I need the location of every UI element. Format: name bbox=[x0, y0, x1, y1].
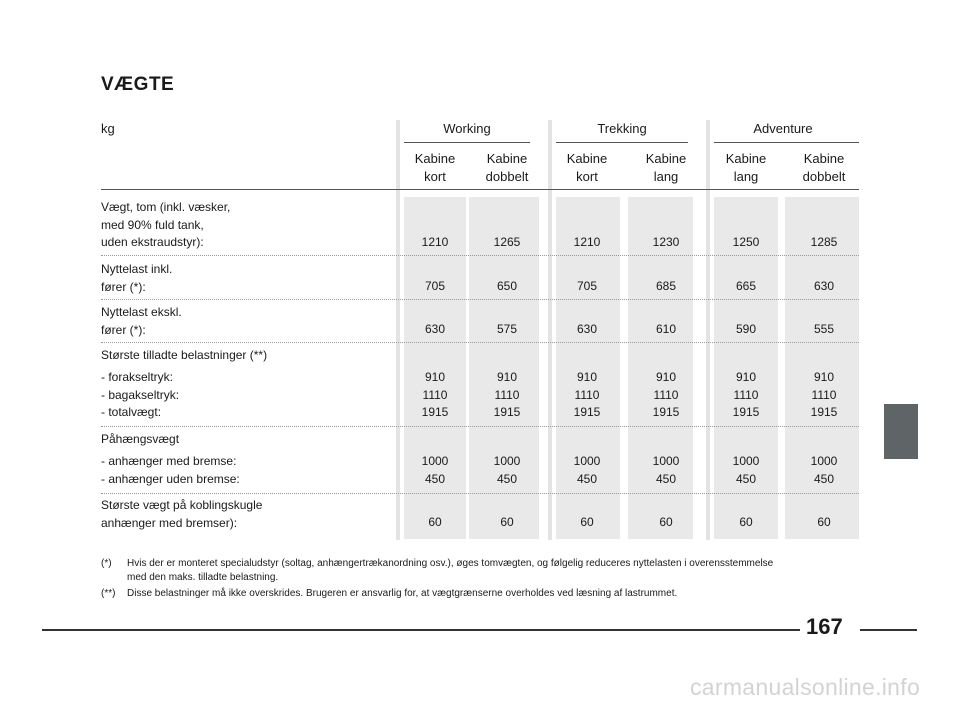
cell-value: 60 bbox=[500, 515, 514, 529]
row-separator bbox=[101, 342, 859, 343]
group-working: Working bbox=[443, 121, 491, 136]
cell-value: 910 bbox=[496, 370, 518, 384]
cell-value: 1265 bbox=[493, 235, 521, 249]
cell-value: 1110 bbox=[574, 387, 600, 402]
cell-value: 665 bbox=[735, 279, 757, 293]
unit-label: kg bbox=[101, 121, 115, 136]
row-label: - forakseltryk: bbox=[101, 370, 174, 384]
row-label: Største tilladte belastninger (**) bbox=[101, 348, 268, 362]
cell-value: 910 bbox=[655, 370, 677, 384]
cell-value: 450 bbox=[496, 471, 518, 486]
cell-value: 630 bbox=[813, 279, 835, 293]
row-label: med 90% fuld tank, bbox=[101, 217, 204, 232]
cell-value: 630 bbox=[576, 322, 598, 336]
cell-value: 1110 bbox=[733, 387, 759, 402]
cell-value: 1915 bbox=[493, 405, 521, 419]
row-label: - anhænger uden bremse: bbox=[101, 471, 240, 486]
footnote-mark: (*) bbox=[101, 558, 112, 569]
cell-value: 1915 bbox=[810, 405, 838, 419]
cell-value: 1000 bbox=[421, 454, 449, 468]
row-separator bbox=[101, 299, 859, 300]
cell-value: 60 bbox=[817, 515, 831, 529]
column-header-line2: kort bbox=[576, 169, 598, 184]
cell-value: 1210 bbox=[573, 235, 601, 249]
row-label: - totalvægt: bbox=[101, 405, 162, 419]
cell-value: 1210 bbox=[421, 235, 449, 249]
column-header-line1: Kabine bbox=[566, 151, 608, 166]
cell-value: 910 bbox=[735, 370, 757, 384]
cell-value: 60 bbox=[739, 515, 753, 529]
group-underline bbox=[404, 142, 530, 143]
row-label: anhænger med bremser): bbox=[101, 515, 238, 530]
watermark-text: carmanualsonline.info bbox=[690, 674, 921, 700]
cell-value: 575 bbox=[496, 322, 518, 336]
cell-value: 685 bbox=[655, 279, 677, 293]
row-label: - bagakseltryk: bbox=[101, 387, 180, 402]
column-header-line2: kort bbox=[424, 169, 446, 184]
row-label: - anhænger med bremse: bbox=[101, 454, 237, 468]
cell-value: 60 bbox=[428, 515, 442, 529]
cell-value: 630 bbox=[424, 322, 446, 336]
column-header-line2: lang bbox=[733, 169, 759, 184]
cell-value: 1250 bbox=[732, 235, 760, 249]
column-header-line1: Kabine bbox=[414, 151, 456, 166]
cell-value: 1915 bbox=[652, 405, 680, 419]
column-header bbox=[706, 150, 786, 186]
cell-value: 450 bbox=[576, 471, 598, 486]
header-rule bbox=[101, 189, 859, 190]
column-header bbox=[395, 150, 475, 186]
column-header-line1: Kabine bbox=[803, 151, 845, 166]
cell-value: 1000 bbox=[573, 454, 601, 468]
cell-value: 910 bbox=[424, 370, 446, 384]
cell-value: 450 bbox=[813, 471, 835, 486]
row-label: Nyttelast ekskl. bbox=[101, 305, 182, 319]
cell-value: 450 bbox=[655, 471, 677, 486]
cell-value: 1000 bbox=[493, 454, 521, 468]
column-header-line1: Kabine bbox=[486, 151, 528, 166]
cell-value: 1000 bbox=[652, 454, 680, 468]
footnote-text-continued: med den maks. tilladte belastning. bbox=[127, 572, 279, 583]
row-label: Påhængsvægt bbox=[101, 432, 180, 446]
cell-value: 910 bbox=[576, 370, 598, 384]
column-header bbox=[784, 150, 864, 186]
cell-value: 555 bbox=[813, 322, 835, 336]
group-adventure: Adventure bbox=[753, 121, 813, 136]
row-label: fører (*): bbox=[101, 279, 146, 294]
page-rule-right bbox=[860, 629, 917, 631]
page-number: 167 bbox=[806, 614, 843, 639]
group-underline bbox=[714, 142, 859, 143]
row-separator bbox=[101, 493, 859, 494]
row-label: Største vægt på koblingskugle bbox=[101, 498, 263, 512]
row-label: uden ekstraudstyr): bbox=[101, 235, 204, 249]
column-header bbox=[626, 150, 706, 186]
cell-value: 1285 bbox=[810, 235, 838, 249]
cell-value: 1230 bbox=[652, 235, 680, 249]
cell-value: 705 bbox=[424, 279, 446, 293]
cell-value: 910 bbox=[813, 370, 835, 384]
row-label: Nyttelast inkl. bbox=[101, 262, 173, 276]
cell-value: 1915 bbox=[421, 405, 449, 419]
cell-value: 1915 bbox=[732, 405, 760, 419]
column-header-line2: lang bbox=[653, 169, 679, 184]
cell-value: 650 bbox=[496, 279, 518, 293]
section-tab bbox=[884, 404, 918, 459]
cell-value: 450 bbox=[424, 471, 446, 486]
footnote-text: Hvis der er monteret specialudstyr (soltag, anhængertrækanordning osv.), øges tomvægten, og følgelig reduceres nyttelasten i overensstemmelse bbox=[127, 558, 774, 569]
cell-value: 610 bbox=[655, 322, 677, 336]
row-separator bbox=[101, 255, 859, 256]
column-header-line1: Kabine bbox=[645, 151, 687, 166]
page-title: VÆGTE bbox=[101, 74, 175, 95]
cell-value: 60 bbox=[659, 515, 673, 529]
column-header-line2: dobbelt bbox=[485, 169, 529, 184]
column-header-line2: dobbelt bbox=[802, 169, 846, 184]
cell-value: 1000 bbox=[810, 454, 838, 468]
cell-value: 1915 bbox=[573, 405, 601, 419]
row-label: Vægt, tom (inkl. væsker, bbox=[101, 200, 231, 214]
cell-value: 1110 bbox=[653, 387, 679, 402]
group-trekking: Trekking bbox=[597, 121, 647, 136]
cell-value: 705 bbox=[576, 279, 598, 293]
row-label: fører (*): bbox=[101, 322, 146, 337]
row-separator bbox=[101, 426, 859, 427]
group-underline bbox=[556, 142, 688, 143]
column-header bbox=[467, 150, 547, 186]
cell-value: 590 bbox=[735, 322, 757, 336]
cell-value: 450 bbox=[735, 471, 757, 486]
page-rule-left bbox=[42, 629, 800, 631]
column-header-line1: Kabine bbox=[725, 151, 767, 166]
cell-value: 1110 bbox=[494, 387, 520, 402]
cell-value: 60 bbox=[580, 515, 594, 529]
column-header bbox=[547, 150, 627, 186]
cell-value: 1000 bbox=[732, 454, 760, 468]
cell-value: 1110 bbox=[422, 387, 448, 402]
footnote-text: Disse belastninger må ikke overskrides. Brugeren er ansvarlig for, at vægtgrænserne overholdes ved læsning af lastrummet. bbox=[127, 588, 678, 599]
cell-value: 1110 bbox=[811, 387, 837, 402]
footnote-mark: (**) bbox=[101, 588, 116, 599]
